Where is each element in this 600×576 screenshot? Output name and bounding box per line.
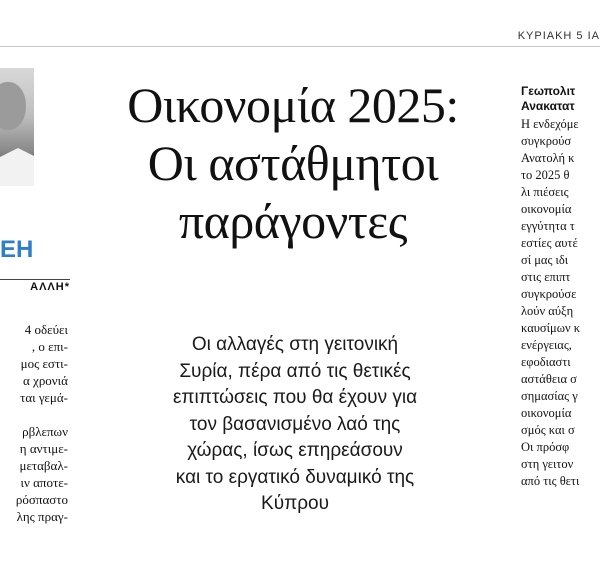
text-line: καυσίμων κ bbox=[521, 321, 581, 335]
left-column-text bbox=[0, 321, 68, 525]
text-line: Ανατολή κ bbox=[521, 151, 575, 165]
newspaper-header-bar bbox=[0, 0, 600, 47]
text-line: εφοδιαστι bbox=[521, 355, 571, 369]
author-name: ΑΛΛΗ* bbox=[0, 279, 70, 293]
text-line: Οι πρόσφ bbox=[521, 440, 570, 454]
headline-line: παράγοντες bbox=[178, 193, 408, 249]
text-line: ρβλεπων bbox=[22, 424, 68, 439]
right-column bbox=[521, 84, 600, 490]
text-line: σί μας ιδι bbox=[521, 253, 569, 267]
text-line: ιν αποτε- bbox=[20, 475, 68, 490]
right-title-line: Ανακατατ bbox=[521, 99, 575, 113]
text-line: συγκρούσ bbox=[521, 134, 572, 148]
text-line: ρόσπαστο bbox=[15, 492, 68, 507]
text-line: ενέργειας, bbox=[521, 338, 572, 352]
text-line: λης πραγ- bbox=[16, 509, 68, 524]
right-title-line: Γεωπολιτ bbox=[521, 84, 576, 98]
article-subheading bbox=[100, 332, 490, 518]
text-line: από τις θετι bbox=[521, 474, 580, 488]
subhead-line: Κύπρου bbox=[261, 493, 329, 514]
text-line: μεταβαλ- bbox=[19, 458, 68, 473]
text-line: ται γεμά- bbox=[20, 390, 68, 405]
text-line: 4 οδεύει bbox=[24, 322, 68, 337]
text-line: οικονομία bbox=[521, 202, 572, 216]
text-line: οικονομία bbox=[521, 406, 572, 420]
right-column-title bbox=[521, 84, 600, 114]
text-line: λι πιέσεις bbox=[521, 185, 569, 199]
headline-line: Οικονομία 2025: bbox=[127, 77, 459, 133]
text-line: συγκρούσε bbox=[521, 287, 577, 301]
text-line bbox=[0, 406, 68, 423]
column-section-label: ΕΗ bbox=[0, 237, 34, 263]
text-line: αστάθεια σ bbox=[521, 372, 577, 386]
right-column-text bbox=[521, 116, 600, 490]
text-line: εστίες αυτέ bbox=[521, 236, 578, 250]
subhead-line: επιπτώσεις που θα έχουν για bbox=[172, 387, 418, 408]
text-line: λούν αύξη bbox=[521, 304, 574, 318]
text-line: α χρονιά bbox=[22, 373, 68, 388]
text-line: μος εστι- bbox=[20, 356, 68, 371]
subhead-line: Οι αλλαγές στη γειτονική bbox=[191, 334, 399, 355]
author-shirt-shape bbox=[0, 148, 34, 186]
author-photo bbox=[0, 68, 34, 186]
text-line: στις επιπτ bbox=[521, 270, 571, 284]
text-line: η αντιμε- bbox=[19, 441, 68, 456]
subhead-line: τον βασανισμένο λαό της bbox=[189, 413, 401, 435]
subhead-line: Συρία, πέρα από τις θετικές bbox=[179, 360, 411, 382]
subhead-line: και το εργατικό δυναμικό της bbox=[175, 466, 415, 488]
text-line: στη γειτον bbox=[521, 457, 574, 471]
subhead-line: χώρας, ίσως επηρεάσουν bbox=[187, 440, 403, 461]
text-line: Η ενδεχόμε bbox=[521, 117, 579, 131]
text-line: σημασίας γ bbox=[521, 389, 578, 403]
text-line: , ο επι- bbox=[31, 339, 68, 354]
author-face-shape bbox=[0, 82, 26, 130]
article-headline bbox=[78, 76, 508, 250]
headline-line: Οι αστάθμητοι bbox=[147, 135, 439, 191]
text-line: εγγύτητα τ bbox=[521, 219, 575, 233]
text-line: σμός και σ bbox=[521, 423, 575, 437]
text-line: το 2025 θ bbox=[521, 168, 570, 182]
issue-date: ΚΥΡΙΑΚΗ 5 ΙΑ bbox=[517, 30, 600, 42]
